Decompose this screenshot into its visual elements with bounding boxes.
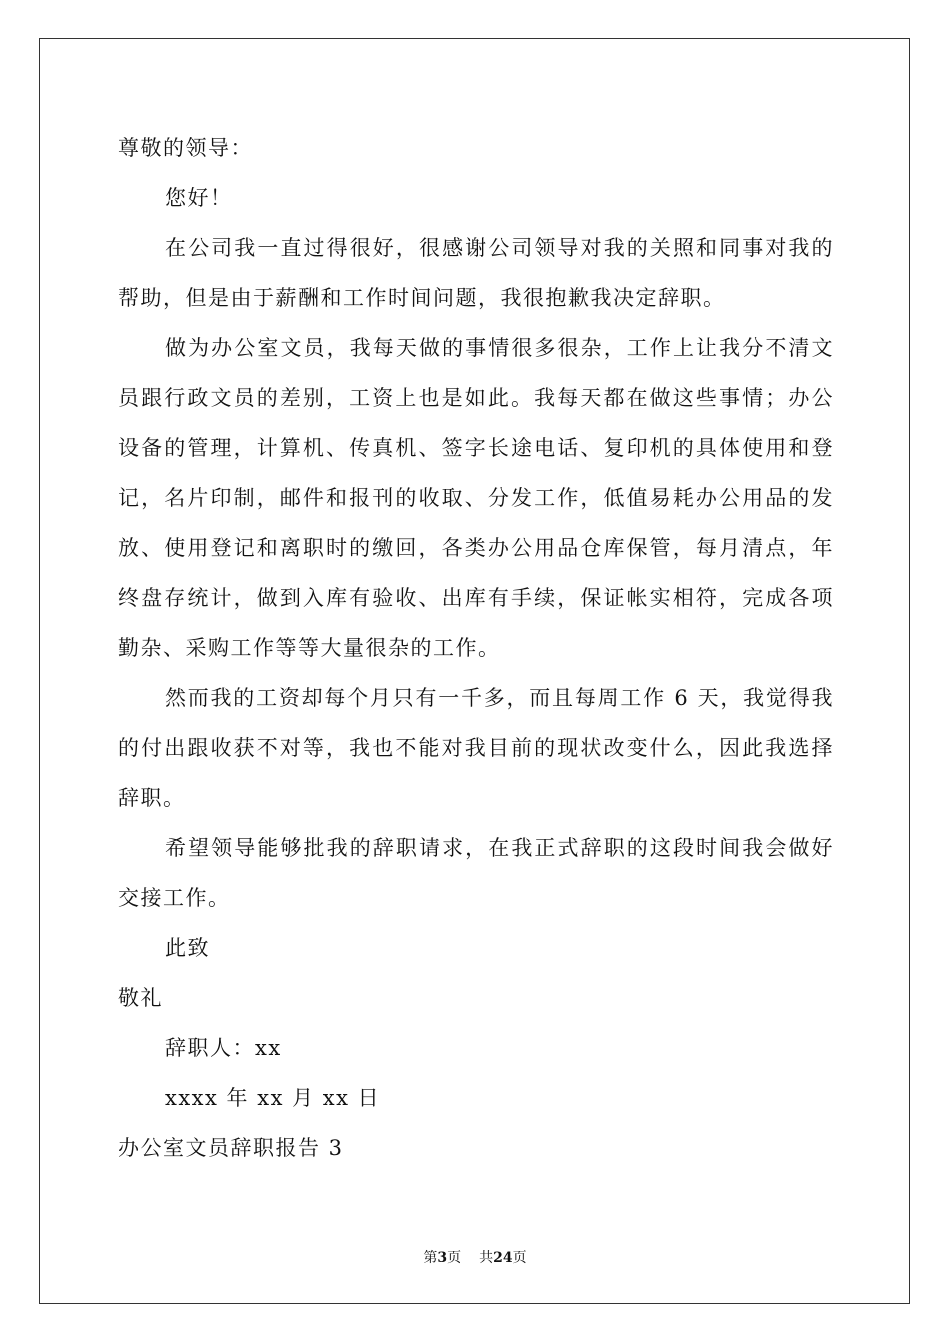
closing-jingli: 敬礼 <box>118 986 163 1010</box>
paragraph-request: 希望领导能够批我的辞职请求，在我正式辞职的这段时间我会做好交接工作。 <box>118 836 834 910</box>
paragraph-duties: 做为办公室文员，我每天做的事情很多很杂，工作上让我分不清文员跟行政文员的差别，工资上也是如此。我每天都在做这些事情；办公设备的管理，计算机、传真机、签字长途电话、复印机的具体使用和登记，名片印制，邮件和报刊的收取、分发工作，低值易耗办公用品的发放、使用登记和离职时的缴回，各类办公用品仓库保管，每月清点，年终盘存统计，做到入库有验收、出库有手续，保证帐实相符，完成各项勤杂、采购工作等等大量很杂的工作。 <box>118 336 834 660</box>
page-suffix: 页 <box>447 1250 462 1266</box>
total-suffix: 页 <box>512 1250 527 1266</box>
page-total: 24 <box>493 1250 513 1266</box>
closing-cizhi: 此致 <box>165 936 210 960</box>
page-prefix: 第 <box>423 1250 438 1266</box>
signer: 辞职人：xx <box>165 1036 282 1060</box>
salutation: 尊敬的领导： <box>118 136 253 160</box>
paragraph-salary: 然而我的工资却每个月只有一千多，而且每周工作 6 天，我觉得我的付出跟收获不对等，我也不能对我目前的现状改变什么，因此我选择辞职。 <box>118 686 834 810</box>
letter-body <box>118 123 834 1173</box>
page-footer <box>0 1247 950 1267</box>
page-current: 3 <box>437 1250 448 1266</box>
paragraph-gratitude: 在公司我一直过得很好，很感谢公司领导对我的关照和同事对我的帮助，但是由于薪酬和工作时间问题，我很抱歉我决定辞职。 <box>118 236 834 310</box>
date: xxxx 年 xx 月 xx 日 <box>165 1086 381 1110</box>
total-prefix: 共 <box>479 1250 494 1266</box>
greeting: 您好！ <box>165 186 233 210</box>
next-section-heading: 办公室文员辞职报告 3 <box>118 1136 344 1160</box>
